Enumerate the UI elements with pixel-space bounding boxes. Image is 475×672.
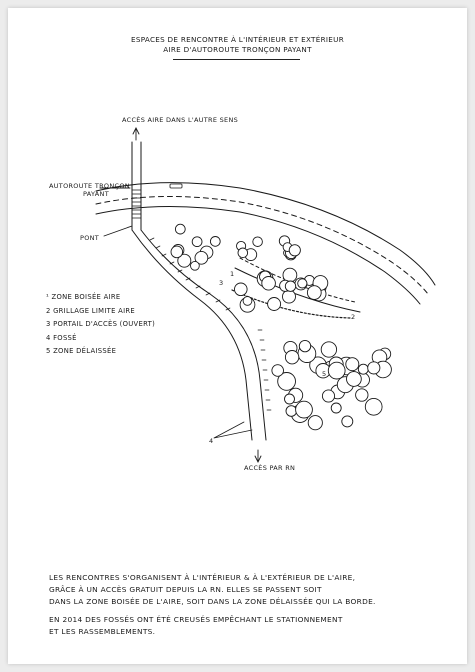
- tree-canopy: [307, 286, 321, 300]
- tree-canopy: [321, 342, 336, 357]
- marker-1: 1: [230, 270, 235, 278]
- legend-item: 3 PORTAIL D'ACCÈS (OUVERT): [46, 320, 156, 329]
- tree-canopy: [365, 398, 382, 415]
- label-autoroute-2: PAYANT: [83, 190, 109, 198]
- legend-item: 2 GRILLAGE LIMITE AIRE: [46, 306, 135, 315]
- label-acces-rn: ACCÈS PAR RN: [244, 464, 296, 472]
- tree-canopy: [286, 406, 297, 417]
- tree-canopy: [191, 261, 200, 270]
- tree-canopy: [285, 351, 298, 364]
- tree-canopy: [238, 248, 248, 258]
- tree-canopy: [299, 340, 310, 351]
- drawing-title: ESPACES DE RENCONTRE À L'INTÉRIEUR ET EXTÉRIEUR: [130, 35, 344, 44]
- tree-canopy: [331, 403, 341, 413]
- highway-edge-south: [96, 206, 420, 304]
- footer-line: DANS LA ZONE BOISÉE DE L'AIRE, SOIT DANS LA ZONE DÉLAISSÉE QUI LA BORDE.: [49, 597, 376, 606]
- tree-canopy: [272, 365, 284, 377]
- label-acces-aire: ACCÈS AIRE DANS L'AUTRE SENS: [122, 116, 239, 124]
- drawing-subtitle: AIRE D'AUTOROUTE TRONÇON PAYANT: [163, 45, 312, 54]
- tree-canopy: [175, 224, 185, 234]
- tree-canopy: [268, 298, 281, 311]
- ditch-hatching: [150, 238, 271, 410]
- tree-canopy: [262, 277, 276, 291]
- tree-canopy: [328, 362, 345, 379]
- tree-canopy: [289, 245, 300, 256]
- marker-2: 2: [351, 313, 356, 321]
- tree-canopy: [285, 281, 295, 291]
- legend: [46, 291, 155, 359]
- tree-canopy: [296, 401, 313, 418]
- arrow-acces-aire: [133, 128, 139, 140]
- tree-canopy: [358, 364, 368, 374]
- tree-canopy: [368, 362, 380, 374]
- tree-canopy: [322, 390, 334, 402]
- tree-canopy: [192, 237, 202, 247]
- tree-canopy: [235, 283, 248, 296]
- tree-canopy: [298, 279, 307, 288]
- tree-canopy: [171, 246, 183, 258]
- footer-line: GRÂCE À UN ACCÈS GRATUIT DEPUIS LA RN. ELLES SE PASSENT SOIT: [49, 585, 322, 594]
- legend-item: 4 FOSSÉ: [46, 333, 77, 342]
- label-autoroute: AUTOROUTE TRONÇON: [49, 182, 130, 190]
- leader-fosse: [214, 422, 252, 438]
- tree-canopy: [243, 297, 252, 306]
- label-pont: PONT: [80, 234, 100, 242]
- vehicle-highway: [170, 184, 182, 188]
- tree-canopy: [283, 290, 296, 303]
- tree-canopy: [253, 237, 263, 247]
- marker-5: 5: [322, 370, 327, 378]
- tree-canopy: [347, 372, 362, 387]
- arrow-acces-rn: [255, 450, 261, 462]
- tree-canopy: [210, 237, 220, 247]
- legend-item: ¹ ZONE BOISÉE AIRE: [46, 293, 121, 301]
- footer-line: LES RENCONTRES S'ORGANISENT À L'INTÉRIEUR & À L'EXTÉRIEUR DE L'AIRE,: [49, 573, 356, 582]
- footer-line: ET LES RASSEMBLEMENTS.: [49, 627, 156, 636]
- marker-3: 3: [219, 279, 224, 287]
- tree-canopy: [285, 394, 295, 404]
- legend-item: 5 ZONE DÉLAISSÉE: [46, 347, 117, 356]
- marker-4: 4: [209, 437, 214, 445]
- tree-canopy: [346, 358, 359, 371]
- arrow-pont: [104, 226, 132, 236]
- footer-line: EN 2014 DES FOSSÉS ONT ÉTÉ CREUSÉS EMPÊCHANT LE STATIONNEMENT: [49, 615, 343, 624]
- tree-canopy: [308, 416, 322, 430]
- highway-edge-north: [96, 183, 435, 285]
- tree-canopy: [342, 416, 353, 427]
- bridge-deck: [132, 190, 141, 218]
- tree-canopy: [356, 389, 368, 401]
